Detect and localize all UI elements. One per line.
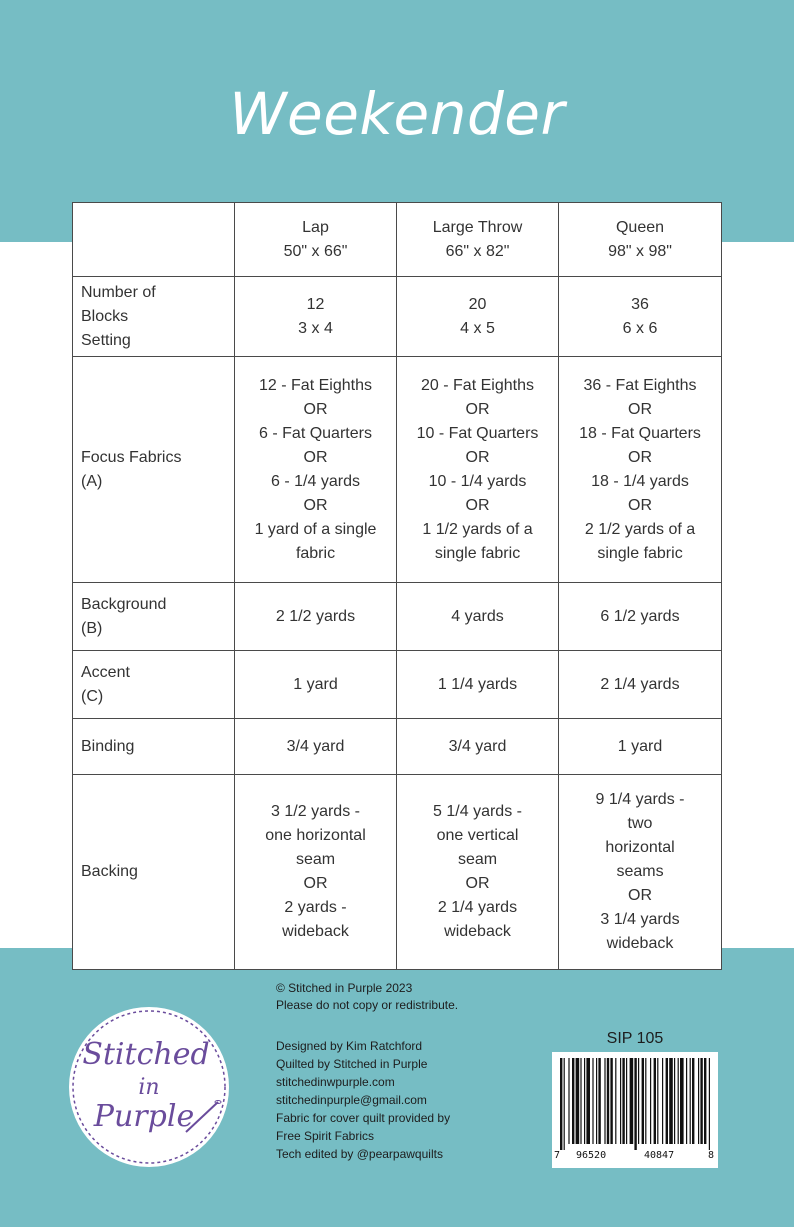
barcode-bars-icon <box>560 1058 710 1150</box>
barcode-bar <box>666 1058 668 1144</box>
barcode-bar <box>704 1058 706 1144</box>
table-cell: 20 4 x 5 <box>397 277 559 357</box>
table-cell: 4 yards <box>397 583 559 651</box>
barcode-bar <box>622 1058 624 1144</box>
table-cell: 9 1/4 yards - two horizontal seams OR 3 1/4 yards wideback <box>559 775 722 970</box>
barcode-bar <box>560 1058 562 1150</box>
table-cell: 1 yard <box>559 719 722 775</box>
table-cell: 3 1/2 yards - one horizontal seam OR 2 yards - wideback <box>235 775 397 970</box>
barcode-digits-left: 96520 <box>576 1150 607 1161</box>
barcode-bar <box>604 1058 605 1144</box>
logo-text-stitched: Stitched <box>82 1037 210 1072</box>
table-row-background <box>73 583 722 651</box>
row-label: Focus Fabrics (A) <box>73 357 235 583</box>
sku-label: SIP 105 <box>606 1030 664 1047</box>
barcode-bar <box>642 1058 644 1144</box>
credits-block <box>276 1037 450 1163</box>
table-cell: 5 1/4 yards - one vertical seam OR 2 1/4 yards wideback <box>397 775 559 970</box>
row-label: Background (B) <box>73 583 235 651</box>
barcode-bar <box>580 1058 581 1144</box>
credit-line: Tech edited by @pearpawquilts <box>276 1147 443 1161</box>
barcode-bar <box>607 1058 609 1144</box>
table-cell: 12 3 x 4 <box>235 277 397 357</box>
table-row-focus-fabrics <box>73 357 722 583</box>
barcode <box>552 1052 718 1168</box>
barcode-bar <box>700 1058 702 1144</box>
barcode-bar <box>626 1058 627 1144</box>
barcode-bar <box>674 1058 675 1144</box>
barcode-bar <box>620 1058 621 1144</box>
credit-line: Free Spirit Fabrics <box>276 1129 375 1143</box>
header-cell-empty <box>73 203 235 277</box>
credit-line: Fabric for cover quilt provided by <box>276 1111 451 1125</box>
credit-line: stitchedinpurple@gmail.com <box>276 1093 427 1107</box>
table-row-accent <box>73 651 722 719</box>
barcode-bar <box>568 1058 569 1144</box>
barcode-bar <box>596 1058 597 1144</box>
barcode-bar <box>692 1058 694 1144</box>
barcode-bar <box>564 1058 565 1150</box>
credit-line: stitchedinwpurple.com <box>276 1075 395 1089</box>
barcode-bar <box>572 1058 574 1144</box>
table-cell: 36 6 x 6 <box>559 277 722 357</box>
header-cell-lap: Lap 50" x 66" <box>235 203 397 277</box>
barcode-bar <box>698 1058 699 1144</box>
table-cell: 20 - Fat Eighths OR 10 - Fat Quarters OR 10 - 1/4 yards OR 1 1/2 yards of a single fabric <box>397 357 559 583</box>
stitched-in-purple-logo <box>66 1004 232 1170</box>
logo-text-in: in <box>138 1075 160 1100</box>
barcode-digit-first: 7 <box>554 1150 561 1161</box>
table-cell: 1 yard <box>235 651 397 719</box>
barcode-bar <box>709 1058 710 1150</box>
table-cell: 12 - Fat Eighths OR 6 - Fat Quarters OR 6 - 1/4 yards OR 1 yard of a single fabric <box>235 357 397 583</box>
barcode-digits <box>552 1150 718 1166</box>
row-label: Accent (C) <box>73 651 235 719</box>
row-label: Number of Blocks Setting <box>73 277 235 357</box>
barcode-bar <box>645 1058 646 1144</box>
table-row-blocks <box>73 277 722 357</box>
barcode-bar <box>610 1058 612 1144</box>
row-label: Backing <box>73 775 235 970</box>
barcode-bar <box>662 1058 663 1144</box>
table-row-backing <box>73 775 722 970</box>
fabric-requirements-table <box>72 202 722 970</box>
table-cell: 3/4 yard <box>235 719 397 775</box>
credit-line: Designed by Kim Ratchford <box>276 1039 423 1053</box>
copyright-line: Please do not copy or redistribute. <box>276 998 459 1012</box>
table-cell: 6 1/2 yards <box>559 583 722 651</box>
barcode-bar <box>615 1058 616 1144</box>
barcode-bar <box>592 1058 593 1144</box>
barcode-bar <box>576 1058 580 1144</box>
barcode-digits-right: 40847 <box>644 1150 675 1161</box>
table-cell: 2 1/2 yards <box>235 583 397 651</box>
barcode-bar <box>584 1058 585 1144</box>
pattern-title: Weekender <box>229 80 565 148</box>
logo-text-purple: Purple <box>93 1099 195 1134</box>
barcode-bar <box>598 1058 600 1144</box>
barcode-bar <box>654 1058 656 1144</box>
table-cell: 36 - Fat Eighths OR 18 - Fat Quarters OR 18 - 1/4 yards OR 2 1/2 yards of a single fabric <box>559 357 722 583</box>
barcode-bar <box>669 1058 673 1144</box>
table-cell: 3/4 yard <box>397 719 559 775</box>
row-label: Binding <box>73 719 235 775</box>
table-cell: 2 1/4 yards <box>559 651 722 719</box>
barcode-bar <box>630 1058 634 1144</box>
table-cell: 1 1/4 yards <box>397 651 559 719</box>
barcode-bar <box>634 1058 636 1150</box>
header-cell-queen: Queen 98" x 98" <box>559 203 722 277</box>
table-header-row <box>73 203 722 277</box>
barcode-bar <box>690 1058 691 1144</box>
barcode-bar <box>657 1058 658 1144</box>
barcode-bar <box>686 1058 687 1144</box>
credit-line: Quilted by Stitched in Purple <box>276 1057 428 1071</box>
copyright-notice <box>276 980 458 1014</box>
barcode-digit-last: 8 <box>708 1150 715 1161</box>
copyright-line: © Stitched in Purple 2023 <box>276 981 413 995</box>
barcode-bar <box>638 1058 639 1144</box>
header-cell-large-throw: Large Throw 66" x 82" <box>397 203 559 277</box>
barcode-bar <box>680 1058 684 1144</box>
barcode-bar <box>678 1058 679 1144</box>
table-row-binding <box>73 719 722 775</box>
barcode-bar <box>650 1058 651 1144</box>
barcode-bar <box>586 1058 590 1144</box>
